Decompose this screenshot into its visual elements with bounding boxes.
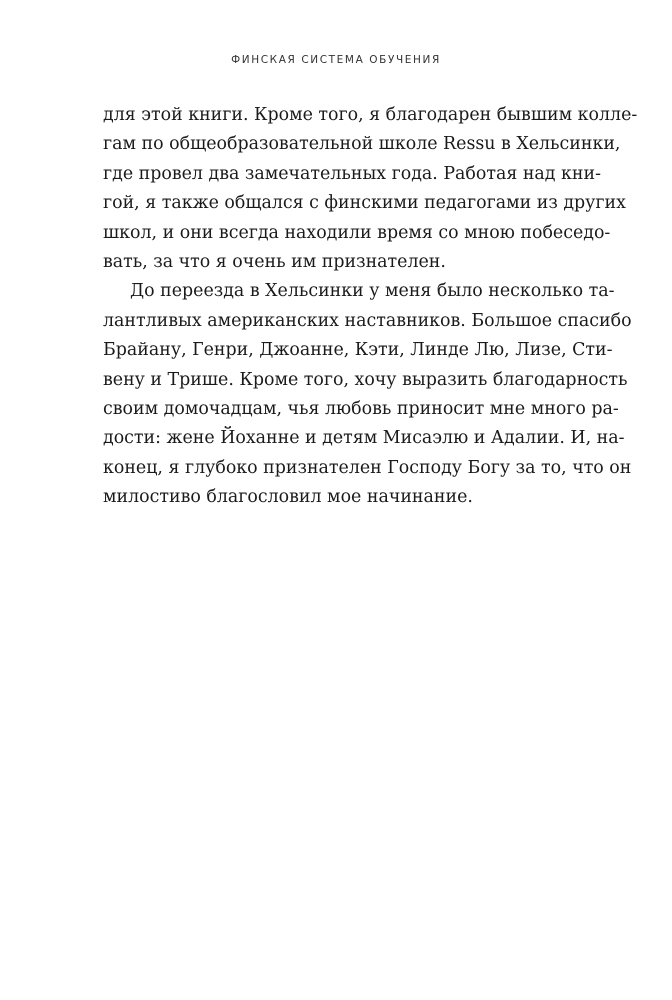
- text-line: лантливых американских наставников. Большое спасибо: [103, 310, 632, 331]
- text-line: вену и Трише. Кроме того, хочу выразить благодарность: [103, 369, 628, 390]
- text-line: школ, и они всегда находили время со мною побеседо-: [103, 222, 611, 243]
- text-line: До переезда в Хельсинки у меня было несколько та-: [130, 281, 615, 302]
- body-text: [103, 101, 638, 513]
- paragraph-acknowledgements-mentors-family: [103, 277, 632, 512]
- text-line: где провел два замечательных года. Работая над кни-: [103, 163, 601, 184]
- running-header: ФИНСКАЯ СИСТЕМА ОБУЧЕНИЯ: [231, 54, 441, 66]
- text-line: конец, я глубоко признателен Господу Богу за то, что он: [103, 457, 632, 478]
- text-line: своим домочадцам, чья любовь приносит мне много ра-: [103, 399, 619, 420]
- text-line: гам по общеобразовательной школе Ressu в Хельсинки,: [103, 134, 621, 155]
- text-line: милостиво благословил мое начинание.: [103, 487, 473, 508]
- text-line: Брайану, Генри, Джоанне, Кэти, Линде Лю, Лизе, Сти-: [103, 340, 613, 361]
- text-line: вать, за что я очень им признателен.: [103, 252, 446, 273]
- text-line: дости: жене Йоханне и детям Мисаэлю и Адалии. И, на-: [103, 428, 625, 449]
- paragraph-acknowledgements-colleagues: [103, 101, 638, 277]
- text-line: для этой книги. Кроме того, я благодарен бывшим колле-: [103, 105, 638, 125]
- text-line: гой, я также общался с финскими педагогами из других: [103, 193, 626, 214]
